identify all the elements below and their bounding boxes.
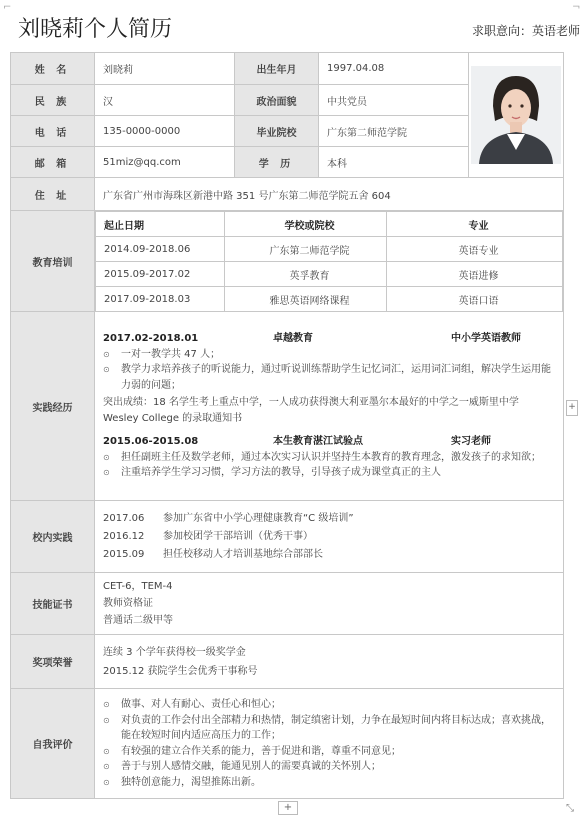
bullet-icon: ⊙ — [103, 349, 110, 359]
table-row — [96, 287, 563, 312]
portrait-icon — [471, 66, 561, 164]
campus-text: 担任校移动人才培训基地综合部部长 — [163, 548, 323, 560]
list-item — [103, 362, 555, 393]
edu-date: 2015.09-2017.02 — [96, 262, 225, 287]
value-school: 广东第二师范学院 — [319, 116, 469, 147]
job1-header — [103, 331, 555, 347]
education-table — [95, 211, 563, 311]
table-row — [96, 237, 563, 262]
edu-header-school: 学校或院校 — [225, 212, 387, 237]
self-eval-cell — [95, 689, 564, 799]
job2-item: 注重培养学生学习习惯，学习方法的教导，引导孩子成为课堂真正的主人 — [121, 467, 441, 479]
job1-org: 卓越教育 — [273, 333, 313, 345]
campus-date: 2015.09 — [103, 548, 145, 560]
skill-line: 普通话二级甲等 — [103, 615, 173, 626]
award-line: 连续 3 个学年获得校一级奖学金 — [103, 646, 246, 658]
list-item — [103, 546, 563, 564]
job2-header — [103, 434, 555, 450]
edu-header-major: 专业 — [387, 212, 563, 237]
job2-role: 实习老师 — [451, 436, 491, 448]
photo-cell — [469, 53, 564, 178]
bullet-icon: ⊙ — [103, 746, 110, 756]
label-degree: 学 历 — [235, 147, 319, 178]
value-politics: 中共党员 — [319, 85, 469, 116]
label-school: 毕业院校 — [235, 116, 319, 147]
section-education: 教育培训 — [11, 211, 95, 312]
list-item — [103, 510, 563, 528]
label-address: 住 址 — [11, 178, 95, 211]
bullet-icon: ⊙ — [103, 777, 110, 787]
bullet-icon: ⊙ — [103, 762, 110, 771]
list-item — [103, 697, 555, 713]
self-item: 独特创意能力，渴望推陈出新。 — [121, 776, 261, 788]
skill-line: 教师资格证 — [103, 598, 153, 609]
profile-photo — [471, 66, 561, 164]
campus-text: 参加广东省中小学心理健康教育“C 级培训” — [163, 512, 354, 524]
campus-date: 2016.12 — [103, 530, 145, 542]
list-item — [103, 744, 555, 760]
insert-column-button[interactable]: + — [566, 400, 578, 416]
corner-mark-top-left: ⌐ — [3, 2, 12, 13]
value-ethnic: 汉 — [95, 85, 235, 116]
edu-date: 2017.09-2018.03 — [96, 287, 225, 312]
section-awards: 奖项荣誉 — [11, 635, 95, 689]
edu-major: 英语专业 — [387, 237, 563, 262]
list-item — [103, 775, 555, 791]
value-name: 刘晓莉 — [95, 53, 235, 85]
job1-role: 中小学英语教师 — [451, 333, 521, 345]
campus-date: 2017.06 — [103, 512, 145, 524]
self-item: 对负责的工作会付出全部精力和热情，制定缜密计划，力争在最短时间内将目标达成；喜欢挑战，能在较短时间内适应高压力的工作； — [121, 714, 551, 741]
list-item — [103, 713, 555, 744]
value-email[interactable]: 51miz@qq.com — [95, 147, 235, 178]
edu-header-date: 起止日期 — [96, 212, 225, 237]
list-item — [103, 347, 555, 363]
edu-major: 英语进修 — [387, 262, 563, 287]
edu-major: 英语口语 — [387, 287, 563, 312]
bullet-icon: ⊙ — [103, 715, 110, 725]
self-item: 善于与别人感情交融，能通见别人的需要真诚的关怀别人； — [121, 761, 381, 772]
list-item — [103, 465, 555, 481]
job-intent: 求职意向：英语老师 — [471, 24, 580, 38]
list-item — [103, 528, 563, 546]
list-item — [103, 450, 555, 466]
section-skills: 技能证书 — [11, 573, 95, 635]
job2-date: 2015.06-2015.08 — [103, 436, 199, 448]
awards-cell — [95, 635, 564, 689]
job1-item: 教学力求培养孩子的听说能力，通过听说训练帮助学生记忆词汇，运用词汇词组，解决学生运用能力弱的问题； — [121, 364, 551, 391]
corner-mark-top-right: ¬ — [572, 2, 581, 13]
skills-cell — [95, 573, 564, 635]
job2-item: 担任副班主任及数学老师，通过本次实习认识并坚持生本教育的教育理念，激发孩子的求知欲； — [121, 451, 541, 463]
list-item — [103, 759, 555, 775]
insert-row-button[interactable]: + — [278, 801, 298, 815]
resume-title: 刘晓莉个人简历 — [18, 17, 173, 42]
value-phone: 135-0000-0000 — [95, 116, 235, 147]
job1-result: 突出成绩：18 名学生考上重点中学，一人成功获得澳大利亚墨尔本最好的中学之一威斯里中学 Wesley College 的录取通知书 — [103, 397, 519, 424]
section-self-eval: 自我评价 — [11, 689, 95, 799]
bullet-icon: ⊙ — [103, 365, 110, 375]
value-degree: 本科 — [319, 147, 469, 178]
self-item: 有较强的建立合作关系的能力，善于促进和谐，尊重不同意见； — [121, 745, 401, 757]
skill-line: CET-6，TEM-4 — [103, 581, 173, 592]
label-politics: 政治面貌 — [235, 85, 319, 116]
resume-table — [10, 52, 564, 799]
campus-text: 参加校团学干部培训（优秀干事） — [163, 530, 313, 542]
label-birth: 出生年月 — [235, 53, 319, 85]
label-phone: 电 话 — [11, 116, 95, 147]
edu-date: 2014.09-2018.06 — [96, 237, 225, 262]
job1-item: 一对一教学共 47 人； — [121, 348, 221, 360]
section-practice: 实践经历 — [11, 312, 95, 501]
award-line: 2015.12 获院学生会优秀干事称号 — [103, 665, 258, 677]
resize-handle-icon[interactable]: ⤡ — [566, 803, 574, 814]
edu-school: 英孚教育 — [225, 262, 387, 287]
practice-cell — [95, 312, 564, 501]
section-campus: 校内实践 — [11, 501, 95, 573]
job1-date: 2017.02-2018.01 — [103, 333, 199, 345]
table-row — [96, 262, 563, 287]
edu-school: 雅思英语网络课程 — [225, 287, 387, 312]
job2-org: 本生教育湛江试验点 — [273, 436, 363, 448]
bullet-icon: ⊙ — [103, 468, 110, 478]
campus-cell — [95, 501, 564, 573]
label-name: 姓 名 — [11, 53, 95, 85]
bullet-icon: ⊙ — [103, 700, 110, 709]
label-ethnic: 民 族 — [11, 85, 95, 116]
education-cell — [95, 211, 564, 312]
value-address: 广东省广州市海珠区新港中路 351 号广东第二师范学院五舍 604 — [95, 178, 564, 211]
bullet-icon: ⊙ — [103, 452, 110, 462]
label-email: 邮 箱 — [11, 147, 95, 178]
edu-school: 广东第二师范学院 — [225, 237, 387, 262]
self-item: 做事、对人有耐心、责任心和恒心； — [121, 699, 281, 710]
value-birth: 1997.04.08 — [319, 53, 469, 85]
